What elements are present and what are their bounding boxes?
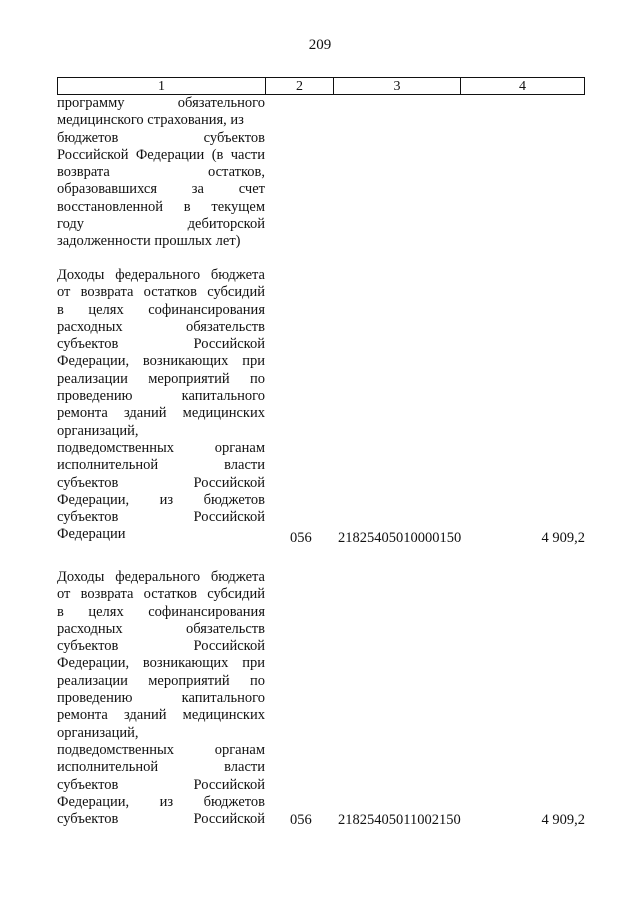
page-number: 209 xyxy=(308,37,332,53)
description-line: исполнительной власти xyxy=(57,457,265,474)
description-line: расходных обязательств xyxy=(57,620,265,637)
table-row xyxy=(57,267,585,544)
description-line: расходных обязательств xyxy=(57,318,265,335)
description-line: проведению капитального xyxy=(57,388,265,405)
description-line: субъектов Российской xyxy=(57,638,265,655)
description-line: Федерации, из бюджетов xyxy=(57,793,265,810)
income-code: 21825405011002150 xyxy=(338,812,461,828)
table-row xyxy=(57,569,585,828)
row-description xyxy=(57,267,265,544)
description-line: Российской Федерации (в части xyxy=(57,146,265,163)
description-line: бюджетов субъектов xyxy=(57,129,265,146)
row-values xyxy=(57,812,585,830)
description-line: образовавшихся за счет xyxy=(57,181,265,198)
description-line: субъектов Российской xyxy=(57,474,265,491)
description-line: от возврата остатков субсидий xyxy=(57,284,265,301)
column-header-1: 1 xyxy=(58,78,266,94)
description-line: организаций, xyxy=(57,724,139,741)
description-line: Федерации, возникающих при xyxy=(57,655,265,672)
column-header-3: 3 xyxy=(334,78,461,94)
description-line: субъектов Российской xyxy=(57,336,265,353)
amount: 4 909,2 xyxy=(541,812,585,828)
description-line: Федерации, из бюджетов xyxy=(57,491,265,508)
description-line: субъектов Российской xyxy=(57,509,265,526)
description-line: ремонта зданий медицинских xyxy=(57,405,265,422)
table-header xyxy=(57,77,585,95)
description-line: задолженности прошлых лет) xyxy=(57,233,241,250)
description-line: подведомственных органам xyxy=(57,741,265,758)
column-header-4: 4 xyxy=(519,79,526,94)
row-description xyxy=(57,95,265,251)
description-line: подведомственных органам xyxy=(57,439,265,456)
admin-code: 056 xyxy=(290,812,312,828)
description-line: Доходы федерального бюджета xyxy=(57,267,265,283)
description-line: программу обязательного xyxy=(57,95,265,111)
description-line: в целях софинансирования xyxy=(57,301,265,318)
description-line: восстановленной в текущем xyxy=(57,198,265,215)
income-code: 21825405010000150 xyxy=(338,530,462,546)
description-line: организаций, xyxy=(57,422,139,439)
description-line: Федерации, возникающих при xyxy=(57,353,265,370)
description-line: реализации мероприятий по xyxy=(57,672,265,689)
description-line: Федерации xyxy=(57,526,126,543)
description-line: от возврата остатков субсидий xyxy=(57,586,265,603)
description-line: проведению капитального xyxy=(57,690,265,707)
description-line: возврата остатков, xyxy=(57,164,265,181)
table-row xyxy=(57,95,585,251)
description-line: исполнительной власти xyxy=(57,759,265,776)
row-description xyxy=(57,569,265,828)
description-line: ремонта зданий медицинских xyxy=(57,707,265,724)
description-line: Доходы федерального бюджета xyxy=(57,569,265,585)
description-line: медицинского страхования, из xyxy=(57,112,244,129)
amount: 4 909,2 xyxy=(541,530,585,546)
column-header-2: 2 xyxy=(266,78,334,94)
description-line: в целях софинансирования xyxy=(57,603,265,620)
row-values xyxy=(57,530,585,548)
description-line: субъектов Российской xyxy=(57,776,265,793)
description-line: году дебиторской xyxy=(57,216,265,233)
description-line: субъектов Российской xyxy=(57,811,265,828)
description-line: реализации мероприятий по xyxy=(57,370,265,387)
admin-code: 056 xyxy=(290,530,312,546)
